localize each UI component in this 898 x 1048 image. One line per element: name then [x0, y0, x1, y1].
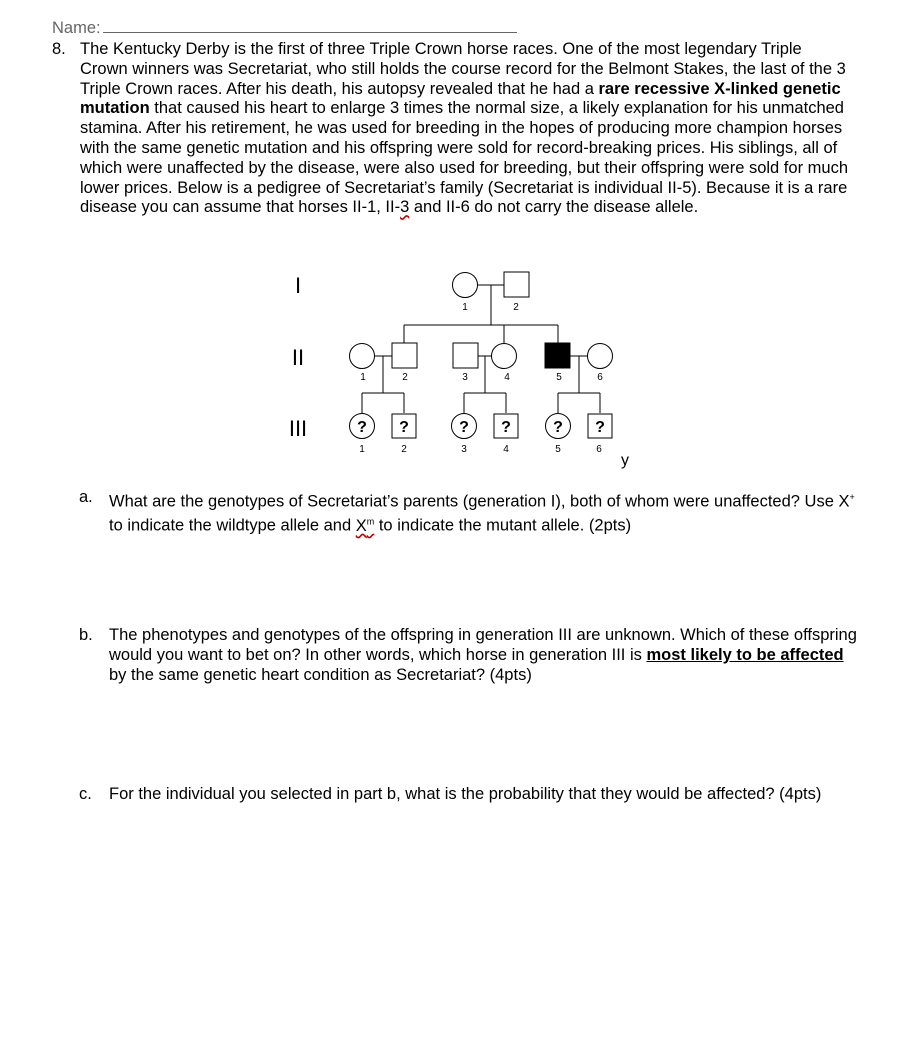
question-8 — [52, 40, 852, 218]
name-blank-line — [103, 18, 517, 33]
unknown-mark-III-2: ? — [399, 419, 409, 436]
part-b-text-2: by the same genetic heart condition as Secretariat? (4pts) — [109, 665, 532, 684]
generation-label-1: I — [294, 273, 302, 298]
generation-label-2: II — [291, 345, 305, 370]
individual-number-III-4: 4 — [503, 444, 509, 455]
unknown-mark-III-5: ? — [553, 419, 563, 436]
wildtype-superscript: + — [849, 492, 855, 502]
pedigree-female-II-6 — [588, 344, 613, 369]
pedigree-female-I-1 — [453, 273, 478, 298]
pedigree-chart — [0, 255, 898, 475]
part-a-text-1: What are the genotypes of Secretariat’s parents (generation I), both of whom were unaffected? Use X — [109, 492, 850, 511]
question-text-part-1: The Kentucky Derby is the first of three Triple Crown horse races. One of the most legendary Triple Crown winners was Secretariat, who still holds the course record for the Belmont Stakes, the last of the 3 Triple Crown races. After his death, his autopsy revealed that he had a — [80, 40, 846, 98]
name-label: Name: — [52, 19, 101, 37]
question-number: 8. — [52, 40, 66, 58]
individual-number-I-2: 2 — [513, 302, 519, 313]
pedigree-male-II-2 — [392, 343, 417, 368]
pedigree-affected-male-II-5 — [545, 343, 570, 368]
stray-mark: y — [621, 452, 629, 469]
generation-label-3: III — [288, 416, 308, 441]
pedigree-female-II-1 — [350, 344, 375, 369]
mutant-allele-symbol — [356, 517, 375, 535]
individual-number-II-2: 2 — [402, 372, 408, 383]
individual-number-III-5: 5 — [555, 444, 561, 455]
part-c-text: For the individual you selected in part b, what is the probability that they would be affected? (4pts) — [109, 785, 822, 803]
individual-number-III-2: 2 — [401, 444, 407, 455]
pedigree-male-II-3 — [453, 343, 478, 368]
question-text-part-3: and II-6 do not carry the disease allele. — [409, 198, 699, 217]
part-b — [79, 626, 859, 685]
part-a — [79, 488, 859, 537]
part-c — [79, 785, 859, 805]
name-field-label — [52, 18, 517, 38]
part-b-letter: b. — [79, 626, 93, 644]
question-bold-phrase: rare recessive X-linked genetic mutation — [80, 79, 841, 118]
question-text-part-2: that caused his heart to enlarge 3 times the normal size, a likely explanation for his unmatched stamina. After his retirement, he was used for breeding in the hopes of producing more champion horses with the same genetic mutation and his offspring were sold for record-breaking prices. His siblings, all of which were unaffected by the disease, were also used for breeding, but their offspring were sold for much lower prices. Below is a pedigree of Secretariat’s family (Secretariat is individual II-5). Because it is a rare disease you can assume that horses II-1, II- — [80, 99, 848, 217]
pedigree-male-I-2 — [504, 272, 529, 297]
part-b-text-1: The phenotypes and genotypes of the offspring in generation III are unknown. Which of these offspring would you want to bet on? In other words, which horse in generation III is — [109, 626, 857, 664]
mutant-superscript: m — [366, 516, 375, 527]
mutant-allele-x: X — [355, 516, 367, 535]
part-b-text — [109, 626, 859, 685]
individual-number-II-1: 1 — [360, 372, 366, 383]
part-a-text — [109, 488, 859, 537]
part-c-letter: c. — [79, 785, 92, 803]
part-b-emphasis: most likely to be affected — [646, 645, 844, 664]
individual-number-II-4: 4 — [504, 372, 510, 383]
spellcheck-underlined-text: 3 — [400, 198, 410, 217]
unknown-mark-III-1: ? — [357, 419, 367, 436]
unknown-mark-III-3: ? — [459, 419, 469, 436]
pedigree-female-II-4 — [492, 344, 517, 369]
part-a-letter: a. — [79, 488, 93, 506]
individual-number-III-1: 1 — [359, 444, 365, 455]
individual-number-III-6: 6 — [596, 444, 602, 455]
unknown-mark-III-6: ? — [595, 419, 605, 436]
individual-number-II-5: 5 — [556, 372, 562, 383]
part-a-text-3: to indicate the mutant allele. (2pts) — [374, 516, 632, 535]
individual-number-III-3: 3 — [461, 444, 467, 455]
part-a-text-2: to indicate the wildtype allele and — [109, 516, 356, 535]
individual-number-II-6: 6 — [597, 372, 603, 383]
unknown-mark-III-4: ? — [501, 419, 511, 436]
question-text — [80, 40, 852, 218]
individual-number-I-1: 1 — [462, 302, 468, 313]
individual-number-II-3: 3 — [462, 372, 468, 383]
